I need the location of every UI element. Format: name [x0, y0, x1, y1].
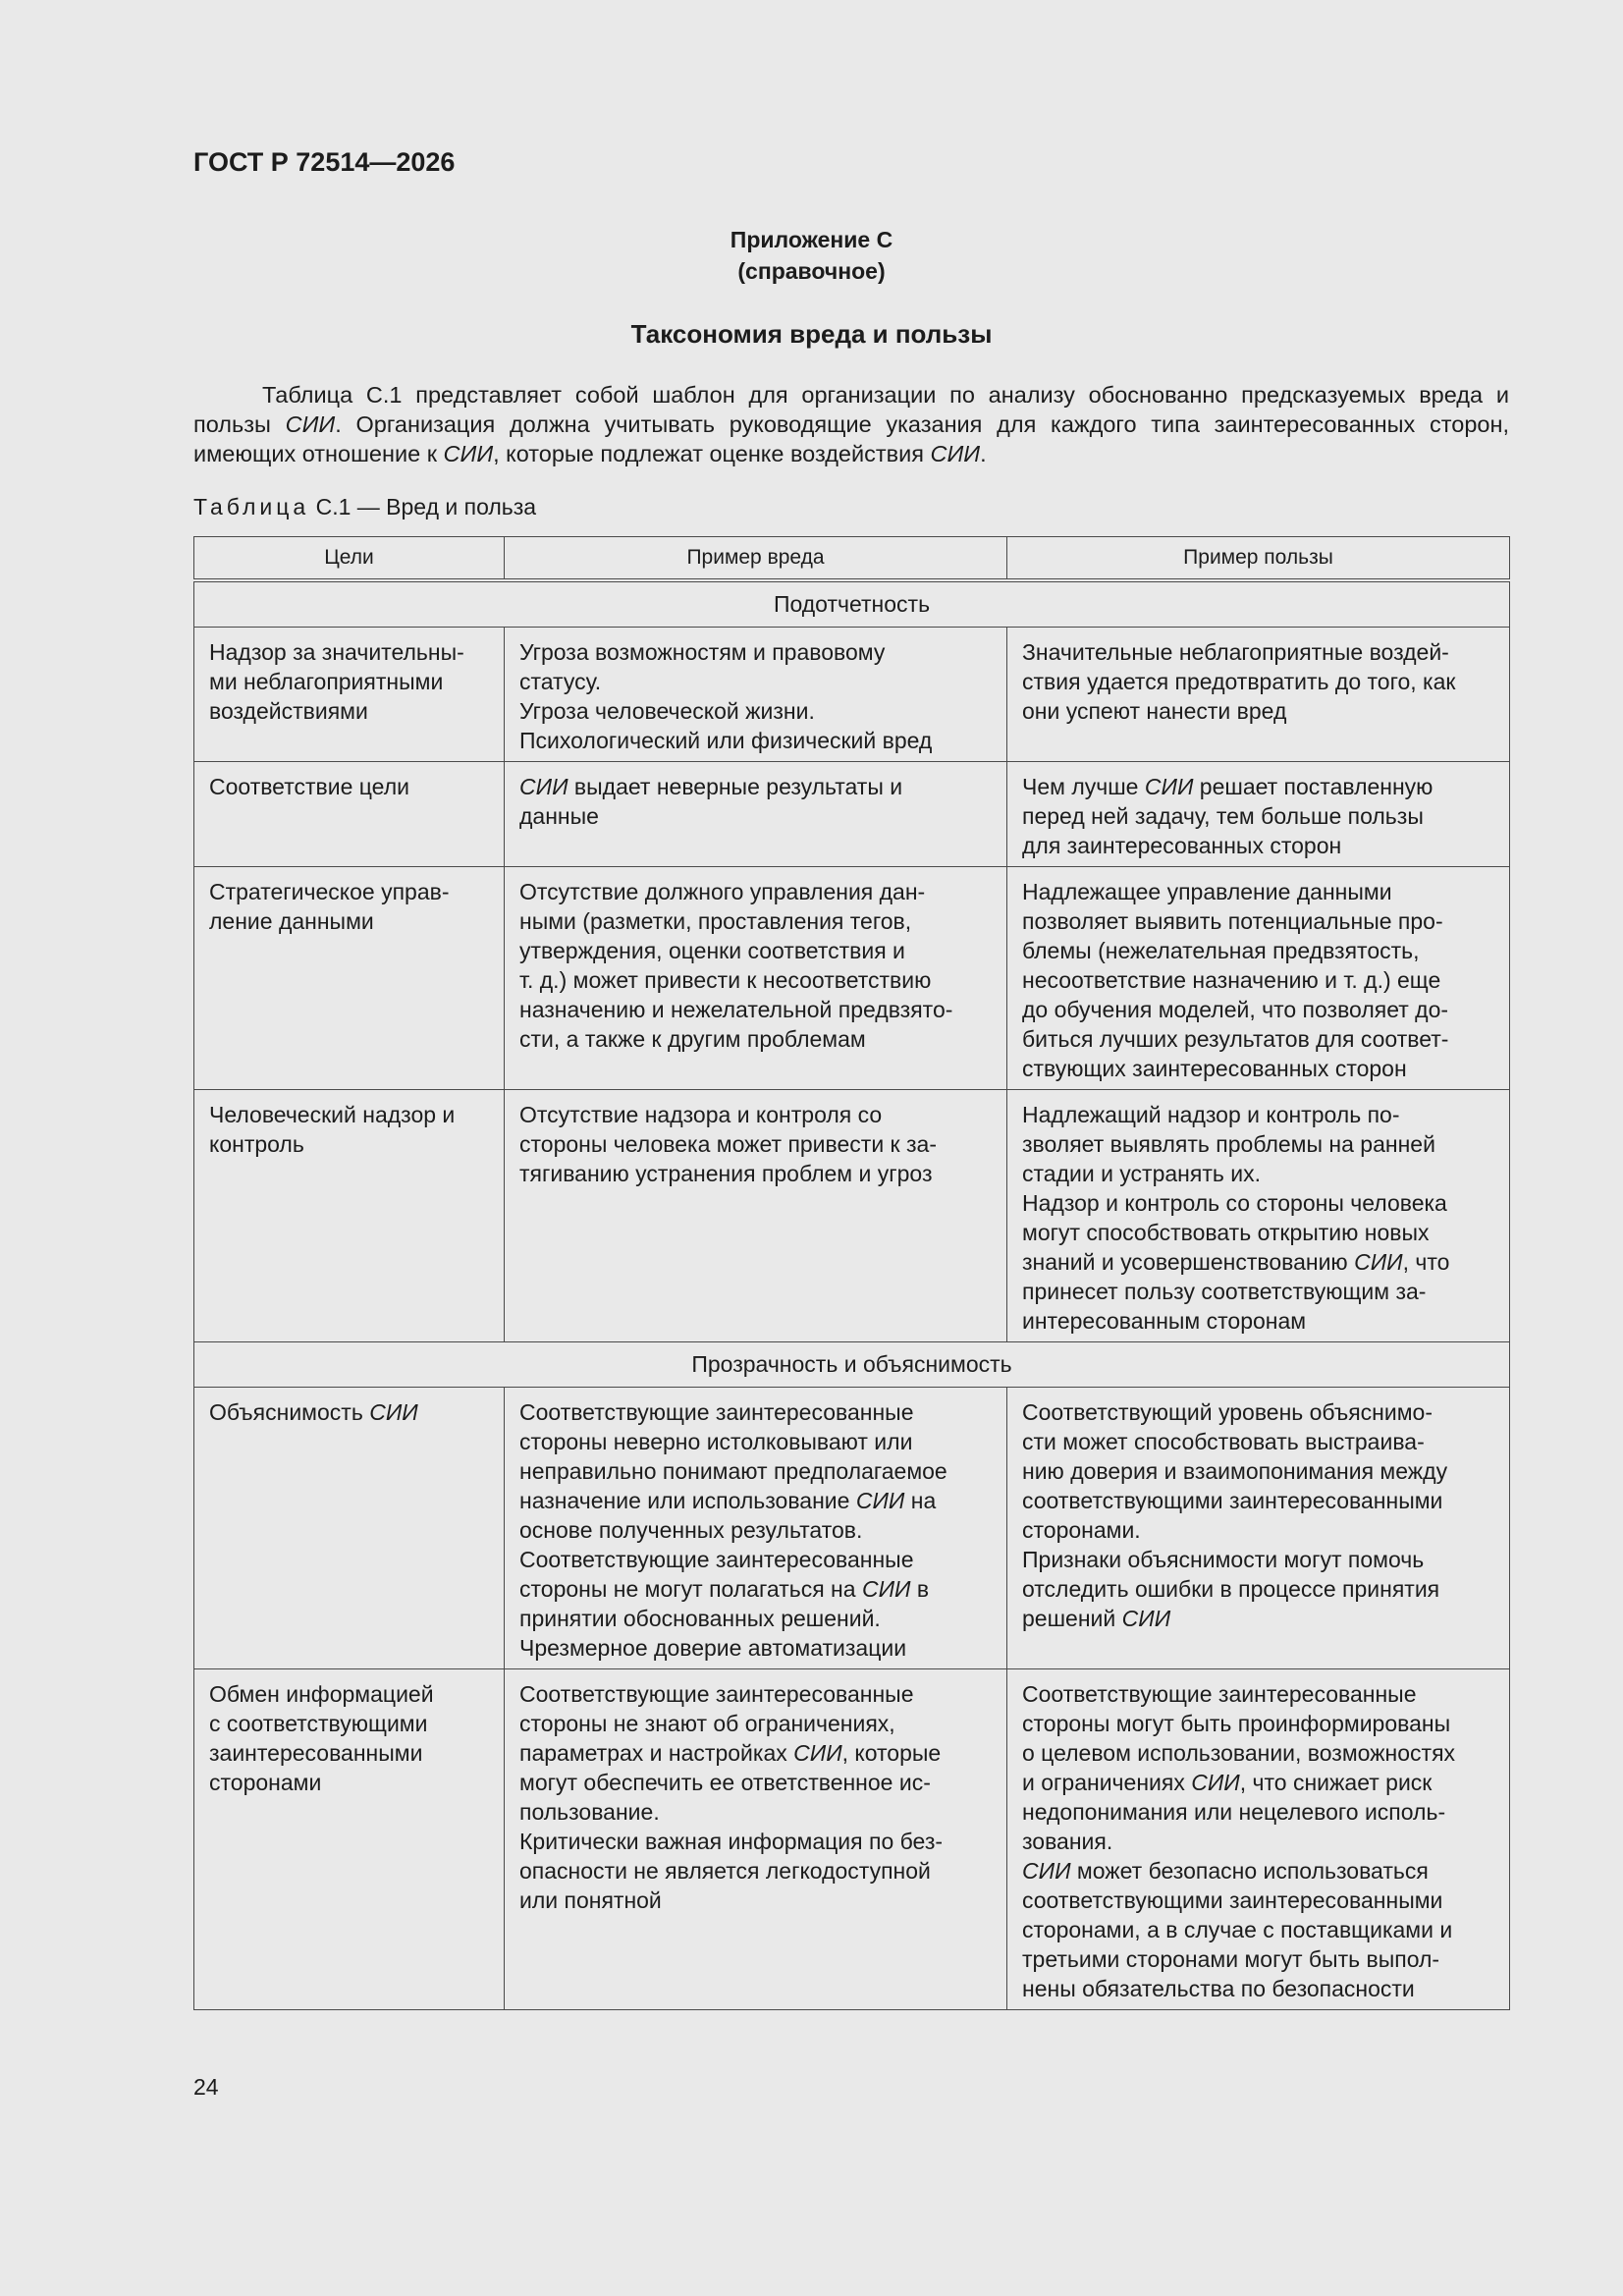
appendix-label: Приложение С — [730, 227, 893, 252]
goal-cell — [194, 1090, 505, 1342]
harm-text-line: Угроза человеческой жизни. — [519, 698, 815, 724]
benefit-text-line: Соответствующий уровень объяснимо- — [1022, 1399, 1433, 1425]
goal-cell — [194, 1388, 505, 1669]
harm-text-line: Соответствующие заинтересованные — [519, 1399, 914, 1425]
benefit-text-line: стороны могут быть проинформированы — [1022, 1711, 1451, 1736]
harm-text-line: опасности не является легкодоступной — [519, 1858, 931, 1884]
benefit-text-line: решений СИИ — [1022, 1606, 1171, 1631]
intro-line: пользы СИИ. Организация должна учитывать руководящие указания для каждого типа заинтересованных сторон, — [193, 411, 1509, 437]
benefit-text-line: блемы (нежелательная предвзятость, — [1022, 938, 1420, 963]
table-caption — [193, 494, 536, 520]
goal-text-line: Стратегическое управ- — [209, 879, 450, 904]
table-row — [194, 1090, 1510, 1342]
benefit-text-line: сторонами. — [1022, 1517, 1141, 1543]
harm-text-line: сти, а также к другим проблемам — [519, 1026, 866, 1052]
harm-text-line: пользование. — [519, 1799, 660, 1825]
benefit-text-line: недопонимания или нецелевого исполь- — [1022, 1799, 1446, 1825]
table-row — [194, 867, 1510, 1090]
benefit-text-line: Соответствующие заинтересованные — [1022, 1681, 1417, 1707]
harm-text-line: принятии обоснованных решений. — [519, 1606, 881, 1631]
benefit-text-line: сти может способствовать выстраива- — [1022, 1429, 1425, 1454]
intro-paragraph — [193, 380, 1509, 468]
column-header-goals: Цели — [194, 537, 505, 581]
intro-line: Таблица С.1 представляет собой шаблон для организации по анализу обоснованно предсказуемых вреда и — [262, 382, 1509, 408]
benefit-text-line: и ограничениях СИИ, что снижает риск — [1022, 1770, 1433, 1795]
harm-text-line: СИИ выдает неверные результаты и — [519, 774, 903, 799]
benefit-cell — [1007, 762, 1510, 867]
goal-text-line: заинтересованными — [209, 1740, 423, 1766]
benefit-text-line: третьими сторонами могут быть выпол- — [1022, 1946, 1440, 1972]
benefit-text-line: Надлежащее управление данными — [1022, 879, 1392, 904]
benefit-text-line: соответствующими заинтересованными — [1022, 1887, 1443, 1913]
goal-text-line: Объяснимость СИИ — [209, 1399, 418, 1425]
benefit-text-line: позволяет выявить потенциальные про- — [1022, 908, 1443, 934]
harm-text-line: статусу. — [519, 669, 602, 694]
harm-cell — [505, 628, 1007, 762]
benefit-text-line: Признаки объяснимости могут помочь — [1022, 1547, 1425, 1572]
benefit-text-line: нию доверия и взаимопонимания между — [1022, 1458, 1448, 1484]
column-header-harm: Пример вреда — [505, 537, 1007, 581]
benefit-text-line: могут способствовать открытию новых — [1022, 1220, 1430, 1245]
benefit-text-line: до обучения моделей, что позволяет до- — [1022, 997, 1449, 1022]
harm-text-line: назначению и нежелательной предвзято- — [519, 997, 953, 1022]
benefit-cell — [1007, 1388, 1510, 1669]
benefit-text-line: для заинтересованных сторон — [1022, 833, 1342, 858]
appendix-kind: (справочное) — [737, 258, 886, 284]
harm-cell — [505, 762, 1007, 867]
goal-text-line: Обмен информацией — [209, 1681, 434, 1707]
harm-text-line: Психологический или физический вред — [519, 728, 933, 753]
harm-text-line: тягиванию устранения проблем и угроз — [519, 1161, 933, 1186]
harm-cell — [505, 1388, 1007, 1669]
harm-text-line: Отсутствие надзора и контроля со — [519, 1102, 883, 1127]
harm-text-line: ными (разметки, проставления тегов, — [519, 908, 912, 934]
harm-text-line: Угроза возможностям и правовому — [519, 639, 886, 665]
appendix-title: Таксономия вреда и пользы — [630, 319, 993, 349]
section-title: Подотчетность — [194, 580, 1510, 628]
harm-cell — [505, 1090, 1007, 1342]
harm-text-line: Критически важная информация по без- — [519, 1829, 944, 1854]
section-row — [194, 1342, 1510, 1388]
goal-text-line: Человеческий надзор и — [209, 1102, 456, 1127]
harm-cell — [505, 867, 1007, 1090]
benefit-text-line: ствующих заинтересованных сторон — [1022, 1056, 1407, 1081]
goal-text-line: контроль — [209, 1131, 304, 1157]
harm-text-line: Чрезмерное доверие автоматизации — [519, 1635, 907, 1661]
section-row — [194, 580, 1510, 628]
benefit-text-line: сторонами, а в случае с поставщиками и — [1022, 1917, 1453, 1942]
benefit-text-line: о целевом использовании, возможностях — [1022, 1740, 1456, 1766]
table-body — [194, 580, 1510, 2010]
benefit-text-line: несоответствие назначению и т. д.) еще — [1022, 967, 1441, 993]
harm-text-line: Соответствующие заинтересованные — [519, 1547, 914, 1572]
table-row — [194, 1388, 1510, 1669]
benefit-text-line: соответствующими заинтересованными — [1022, 1488, 1443, 1513]
harm-text-line: стороны не знают об ограничениях, — [519, 1711, 895, 1736]
benefit-text-line: принесет пользу соответствующим за- — [1022, 1279, 1427, 1304]
table-header-row — [194, 537, 1510, 581]
goal-text-line: Соответствие цели — [209, 774, 409, 799]
harm-text-line: или понятной — [519, 1887, 662, 1913]
harm-text-line: параметрах и настройках СИИ, которые — [519, 1740, 942, 1766]
goal-cell — [194, 1669, 505, 2010]
goal-text-line: с соответствующими — [209, 1711, 428, 1736]
harm-benefit-table — [193, 536, 1510, 2010]
harm-text-line: назначение или использование СИИ на — [519, 1488, 937, 1513]
page-number: 24 — [193, 2074, 219, 2100]
benefit-text-line: интересованным сторонам — [1022, 1308, 1307, 1334]
harm-text-line: неправильно понимают предполагаемое — [519, 1458, 947, 1484]
goal-text-line: воздействиями — [209, 698, 368, 724]
benefit-cell — [1007, 867, 1510, 1090]
intro-line: имеющих отношение к СИИ, которые подлежат оценке воздействия СИИ. — [193, 441, 987, 466]
harm-text-line: стороны человека может привести к за- — [519, 1131, 938, 1157]
benefit-cell — [1007, 1669, 1510, 2010]
goal-text-line: ление данными — [209, 908, 374, 934]
harm-text-line: данные — [519, 803, 599, 829]
harm-text-line: т. д.) может привести к несоответствию — [519, 967, 932, 993]
harm-text-line: Соответствующие заинтересованные — [519, 1681, 914, 1707]
benefit-text-line: биться лучших результатов для соответ- — [1022, 1026, 1449, 1052]
benefit-text-line: Чем лучше СИИ решает поставленную — [1022, 774, 1434, 799]
harm-text-line: основе полученных результатов. — [519, 1517, 863, 1543]
benefit-text-line: зования. — [1022, 1829, 1113, 1854]
benefit-text-line: стадии и устранять их. — [1022, 1161, 1261, 1186]
goal-text-line: сторонами — [209, 1770, 322, 1795]
appendix-heading — [0, 224, 1623, 287]
table-caption-prefix: Таблица — [193, 494, 310, 519]
column-header-benefit: Пример пользы — [1007, 537, 1510, 581]
section-title: Прозрачность и объяснимость — [194, 1342, 1510, 1388]
benefit-text-line: Надзор и контроль со стороны человека — [1022, 1190, 1447, 1216]
table-caption-text: С.1 — Вред и польза — [309, 494, 537, 519]
benefit-text-line: отследить ошибки в процессе принятия — [1022, 1576, 1440, 1602]
benefit-text-line: нены обязательства по безопасности — [1022, 1976, 1415, 2001]
harm-text-line: стороны неверно истолковывают или — [519, 1429, 913, 1454]
harm-text-line: утверждения, оценки соответствия и — [519, 938, 905, 963]
document-code: ГОСТ Р 72514—2026 — [193, 147, 456, 177]
goal-text-line: ми неблагоприятными — [209, 669, 444, 694]
benefit-text-line: перед ней задачу, тем больше пользы — [1022, 803, 1424, 829]
goal-text-line: Надзор за значительны- — [209, 639, 464, 665]
benefit-cell — [1007, 1090, 1510, 1342]
table-row — [194, 628, 1510, 762]
goal-cell — [194, 628, 505, 762]
harm-cell — [505, 1669, 1007, 2010]
table-row — [194, 762, 1510, 867]
benefit-text-line: Значительные неблагоприятные воздей- — [1022, 639, 1449, 665]
goal-cell — [194, 762, 505, 867]
benefit-text-line: зволяет выявлять проблемы на ранней — [1022, 1131, 1435, 1157]
benefit-text-line: СИИ может безопасно использоваться — [1022, 1858, 1429, 1884]
harm-text-line: Отсутствие должного управления дан- — [519, 879, 926, 904]
benefit-cell — [1007, 628, 1510, 762]
harm-text-line: стороны не могут полагаться на СИИ в — [519, 1576, 930, 1602]
benefit-text-line: Надлежащий надзор и контроль по- — [1022, 1102, 1400, 1127]
benefit-text-line: ствия удается предотвратить до того, как — [1022, 669, 1456, 694]
benefit-text-line: они успеют нанести вред — [1022, 698, 1287, 724]
goal-cell — [194, 867, 505, 1090]
benefit-text-line: знаний и усовершенствованию СИИ, что — [1022, 1249, 1450, 1275]
harm-text-line: могут обеспечить ее ответственное ис- — [519, 1770, 931, 1795]
table-row — [194, 1669, 1510, 2010]
